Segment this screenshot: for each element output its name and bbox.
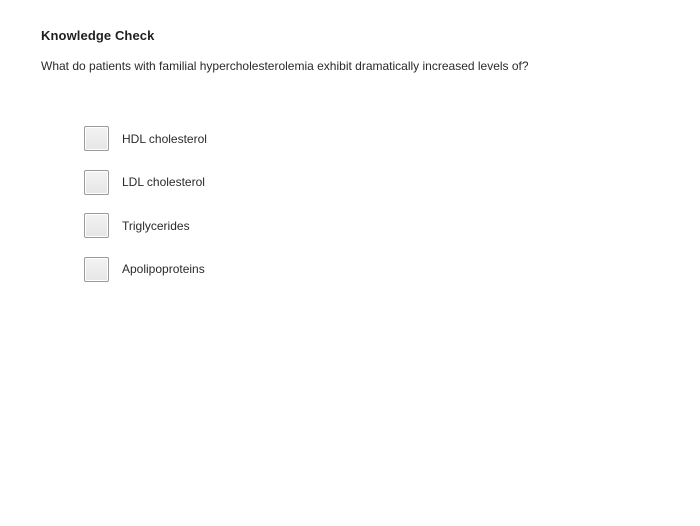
option-ldl-cholesterol[interactable] (84, 170, 207, 195)
option-label: Triglycerides (122, 218, 190, 233)
option-triglycerides[interactable] (84, 213, 207, 238)
option-apolipoproteins[interactable] (84, 257, 207, 282)
option-checkbox[interactable] (84, 170, 109, 195)
option-label: Apolipoproteins (122, 262, 205, 276)
answer-options (84, 126, 207, 300)
option-checkbox[interactable] (84, 126, 109, 151)
option-label: HDL cholesterol (122, 131, 207, 146)
option-hdl-cholesterol[interactable] (84, 126, 207, 151)
option-checkbox[interactable] (84, 213, 109, 238)
option-checkbox[interactable] (84, 257, 109, 282)
page-title: Knowledge Check (41, 28, 155, 43)
question-text: What do patients with familial hypercholesterolemia exhibit dramatically increased levels of? (41, 59, 529, 73)
option-label: LDL cholesterol (122, 175, 205, 189)
